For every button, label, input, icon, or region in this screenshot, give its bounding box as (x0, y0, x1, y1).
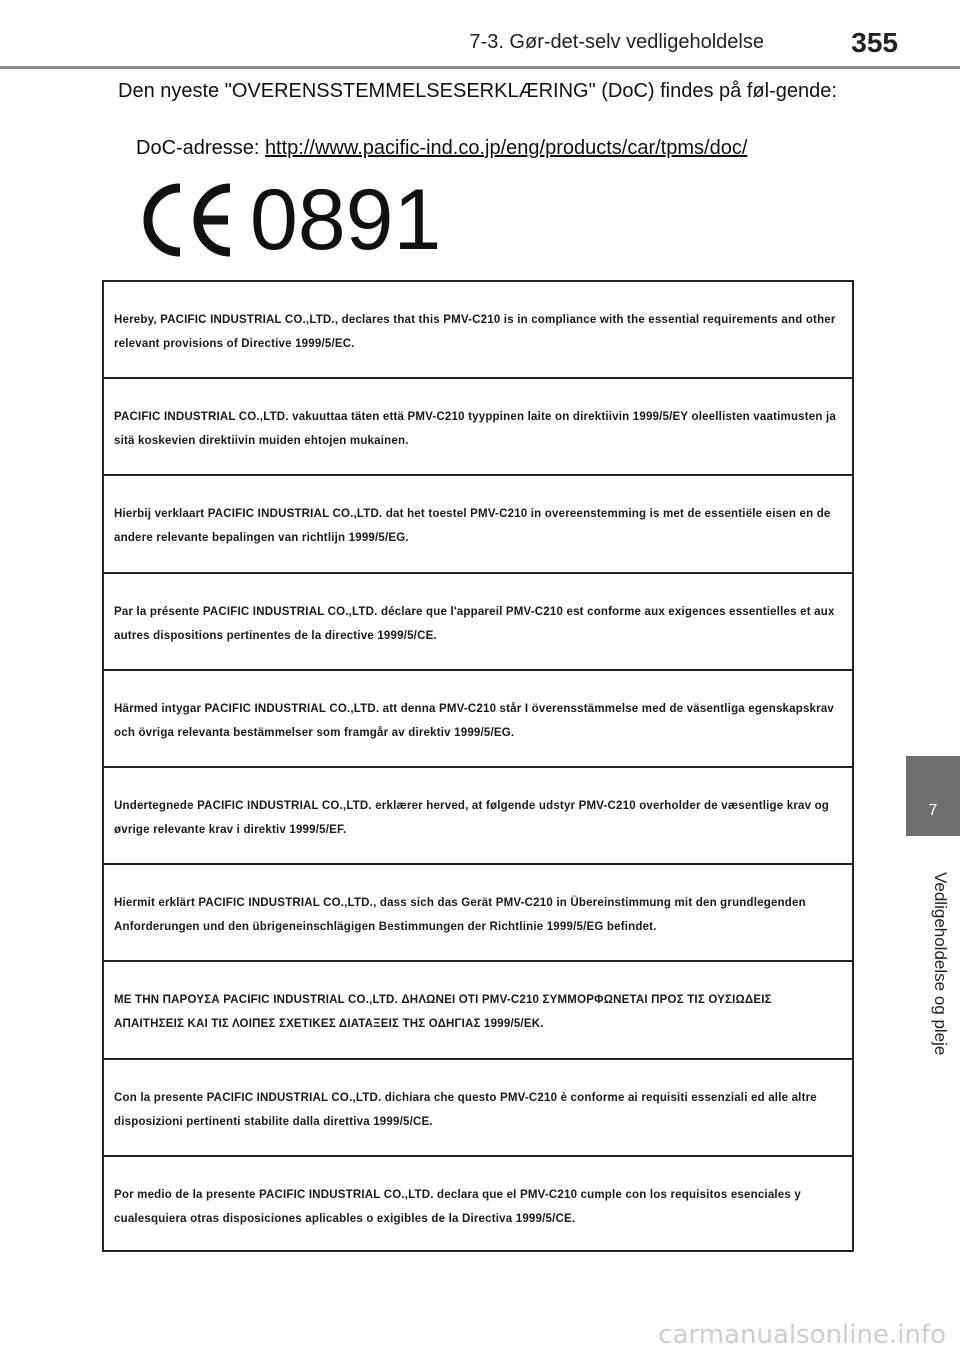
declaration-row-el: ΜΕ ΤΗΝ ΠΑΡΟΥΣΑ PACIFIC INDUSTRIAL CO.,LTD. ΔΗΛΩΝΕΙ ΟΤΙ PMV-C210 ΣΥΜΜΟΡΦΩΝΕΤΑΙ ΠΡΟΣ ΤΙΣ ΟΥΣΙΩΔΕΙΣ ΑΠΑΙΤΗΣΕΙΣ ΚΑΙ ΤΙΣ ΛΟΙΠΕΣ ΣΧΕΤΙΚΕΣ ΔΙΑΤΑΞΕΙΣ ΤΗΣ ΟΔΗΓΙΑΣ 1999/5/ΕΚ. (104, 962, 852, 1059)
chapter-label (918, 872, 954, 1102)
chapter-label-text: Vedligeholdelse og pleje (931, 872, 950, 1056)
declaration-row-da: Undertegnede PACIFIC INDUSTRIAL CO.,LTD. erklærer herved, at følgende udstyr PMV-C210 overholder de væsentlige krav og øvrige relevante krav i direktiv 1999/5/EF. (104, 768, 852, 865)
chapter-tab[interactable] (906, 756, 960, 836)
ce-logo-icon (142, 180, 242, 260)
declaration-row-nl: Hierbij verklaart PACIFIC INDUSTRIAL CO.,LTD. dat het toestel PMV-C210 in overeenstemming is met de essentiële eisen en de andere relevante bepalingen van richtlijn 1999/5/EG. (104, 476, 852, 573)
intro-paragraph: Den nyeste "OVERENSSTEMMELSESERKLÆRING" (DoC) findes på føl-gende: (118, 80, 837, 102)
declaration-row-de: Hiermit erklärt PACIFIC INDUSTRIAL CO.,LTD., dass sich das Gerät PMV-C210 in Übereinstimmung mit den grundlegenden Anforderungen und den übrigeneinschlägigen Bestimmungen der Richtlinie 1999/5/EG befindet. (104, 865, 852, 962)
doc-address-label: DoC-adresse: (136, 137, 265, 159)
doc-address-link[interactable]: http://www.pacific-ind.co.jp/eng/products/car/tpms/doc/ (264, 137, 748, 159)
declaration-row-it: Con la presente PACIFIC INDUSTRIAL CO.,LTD. dichiara che questo PMV-C210 è conforme ai requisiti essenziali ed alle altre disposizioni pertinenti stabilite dalla direttiva 1999/5/CE. (104, 1060, 852, 1157)
page-header (0, 0, 960, 70)
section-title: 7-3. Gør-det-selv vedligeholdelse (469, 31, 764, 53)
watermark: carmanualsonline.info (658, 1320, 946, 1350)
chapter-number: 7 (928, 802, 938, 819)
declaration-row-fi: PACIFIC INDUSTRIAL CO.,LTD. vakuuttaa täten että PMV-C210 tyyppinen laite on direktiivin 1999/5/EY oleellisten vaatimusten ja sitä koskevien direktiivin muiden ehtojen mukainen. (104, 379, 852, 476)
page-number: 355 (851, 27, 898, 58)
declaration-table (102, 280, 854, 1252)
doc-address-line (136, 135, 747, 162)
declaration-row-fr: Par la présente PACIFIC INDUSTRIAL CO.,LTD. déclare que l'appareil PMV-C210 est conforme aux exigences essentielles et aux autres dispositions pertinentes de la directive 1999/5/CE. (104, 574, 852, 671)
notified-body-number: 0891 (250, 172, 442, 268)
header-divider (0, 66, 960, 69)
declaration-row-sv: Härmed intygar PACIFIC INDUSTRIAL CO.,LTD. att denna PMV-C210 står I överensstämmelse med de väsentliga egenskapskrav och övriga relevanta bestämmelser som framgår av direktiv 1999/5/EG. (104, 671, 852, 768)
declaration-row-en: Hereby, PACIFIC INDUSTRIAL CO.,LTD., declares that this PMV-C210 is in compliance with the essential requirements and other relevant provisions of Directive 1999/5/EC. (104, 282, 852, 379)
declaration-row-es: Por medio de la presente PACIFIC INDUSTRIAL CO.,LTD. declara que el PMV-C210 cumple con los requisitos esenciales y cualesquiera otras disposiciones aplicables o exigibles de la Directiva 1999/5/CE. (114, 1188, 801, 1225)
ce-mark (142, 172, 442, 268)
